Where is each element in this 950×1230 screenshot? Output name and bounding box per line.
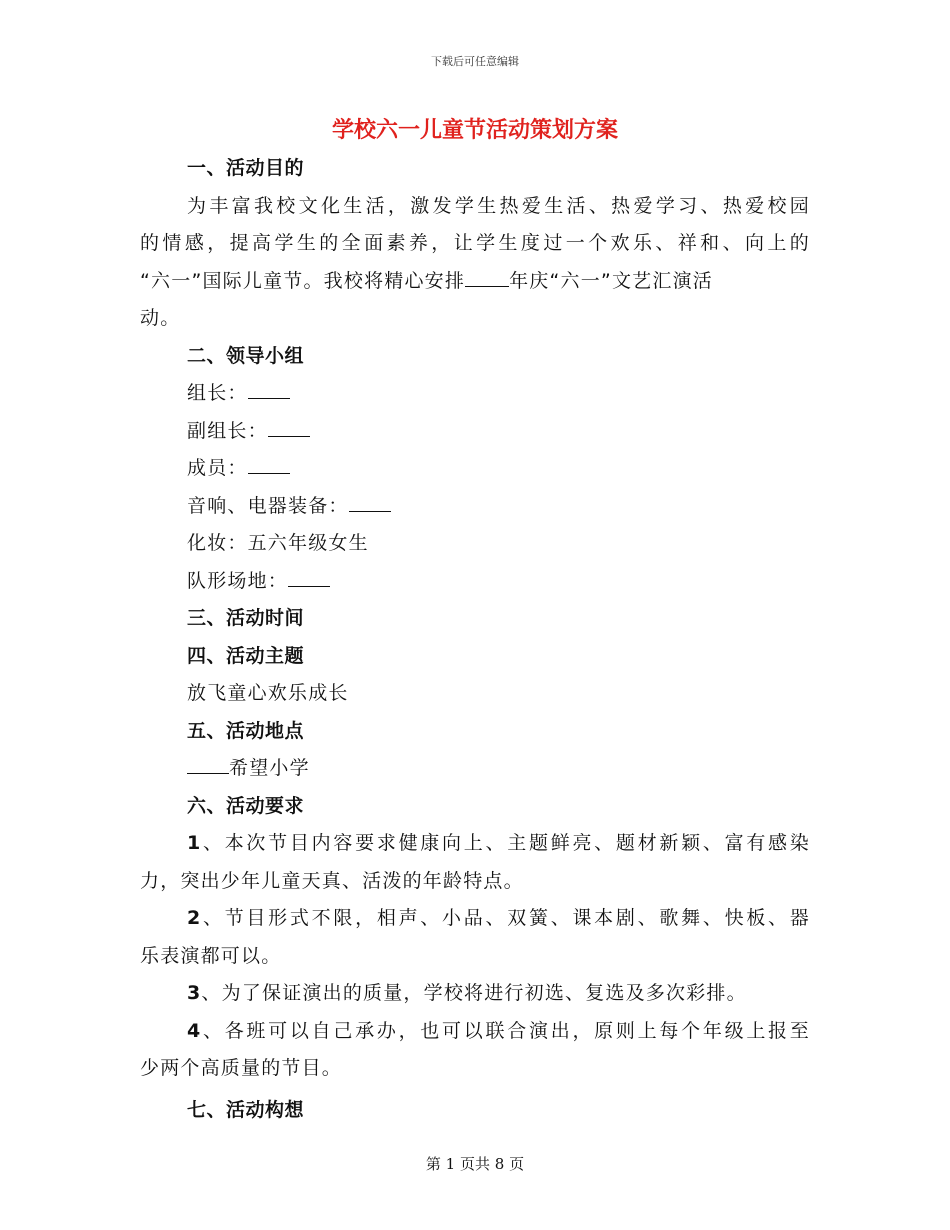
section-heading-concept: 七、活动构想 — [187, 1098, 305, 1121]
section-heading-theme: 四、活动主题 — [187, 644, 305, 667]
requirement-line: 少两个高质量的节目。 — [140, 1057, 343, 1079]
list-item — [140, 413, 810, 451]
requirement-line — [140, 900, 810, 938]
requirement-line — [140, 825, 810, 863]
document-title: 学校六一儿童节活动策划方案 — [331, 117, 618, 143]
fill-blank — [465, 268, 509, 287]
item-label: 副组长： — [187, 419, 268, 442]
paragraph-line: 动。 — [140, 307, 181, 329]
requirement-number: 3 — [187, 982, 202, 1004]
requirement-line — [140, 975, 810, 1013]
fill-blank — [349, 493, 391, 512]
requirement-line: 力，突出少年儿童天真、活泼的年龄特点。 — [140, 869, 524, 892]
section-heading-leadership: 二、领导小组 — [187, 344, 305, 367]
paragraph-line: 为丰富我校文化生活，激发学生热爱生活、热爱学习、热爱校园 — [187, 194, 810, 217]
fill-blank — [288, 568, 330, 587]
section-heading-location: 五、活动地点 — [187, 719, 305, 742]
requirement-number: 1 — [187, 832, 202, 854]
item-label: 音响、电器装备： — [187, 494, 349, 517]
fill-blank — [248, 455, 290, 474]
paragraph-text: 年庆“六一”文艺汇演活 — [509, 269, 713, 292]
section-heading-requirements: 六、活动要求 — [187, 794, 305, 817]
item-label: 组长： — [187, 382, 248, 404]
requirement-text: 、节目形式不限，相声、小品、双簧、课本剧、歌舞、快板、器 — [201, 907, 810, 929]
list-item — [140, 375, 810, 413]
paragraph-line — [140, 750, 810, 788]
document-body — [140, 150, 810, 1129]
paragraph-line — [140, 263, 810, 301]
list-item — [140, 488, 810, 526]
requirement-text: 、各班可以自己承办，也可以联合演出，原则上每个年级上报至 — [201, 1019, 810, 1042]
paragraph-line: 放飞童心欢乐成长 — [187, 682, 349, 704]
requirement-number: 2 — [187, 907, 202, 929]
list-item — [140, 563, 810, 601]
section-heading-purpose: 一、活动目的 — [187, 157, 305, 179]
section-heading-time: 三、活动时间 — [187, 607, 305, 629]
fill-blank — [248, 380, 290, 399]
requirement-number: 4 — [187, 1019, 202, 1042]
paragraph-text: 希望小学 — [229, 757, 310, 779]
list-item — [140, 450, 810, 488]
paragraph-text: “六一”国际儿童节。我校将精心安排 — [140, 269, 466, 292]
fill-blank — [187, 755, 229, 774]
fill-blank — [268, 418, 310, 437]
item-label: 队形场地： — [187, 569, 289, 592]
item-label: 成员： — [187, 457, 248, 479]
paragraph-line: 的情感，提高学生的全面素养，让学生度过一个欢乐、祥和、向上的 — [140, 232, 810, 254]
list-item: 化妆：五六年级女生 — [187, 532, 369, 554]
requirement-text: 、本次节目内容要求健康向上、主题鲜亮、题材新颖、富有感染 — [201, 832, 810, 854]
requirement-text: 、为了保证演出的质量，学校将进行初选、复选及多次彩排。 — [201, 982, 747, 1004]
requirement-line — [140, 1013, 810, 1051]
page-header-note: 下载后可任意编辑 — [431, 55, 519, 68]
page-number: 第 1 页共 8 页 — [425, 1155, 525, 1173]
requirement-line: 乐表演都可以。 — [140, 944, 282, 967]
